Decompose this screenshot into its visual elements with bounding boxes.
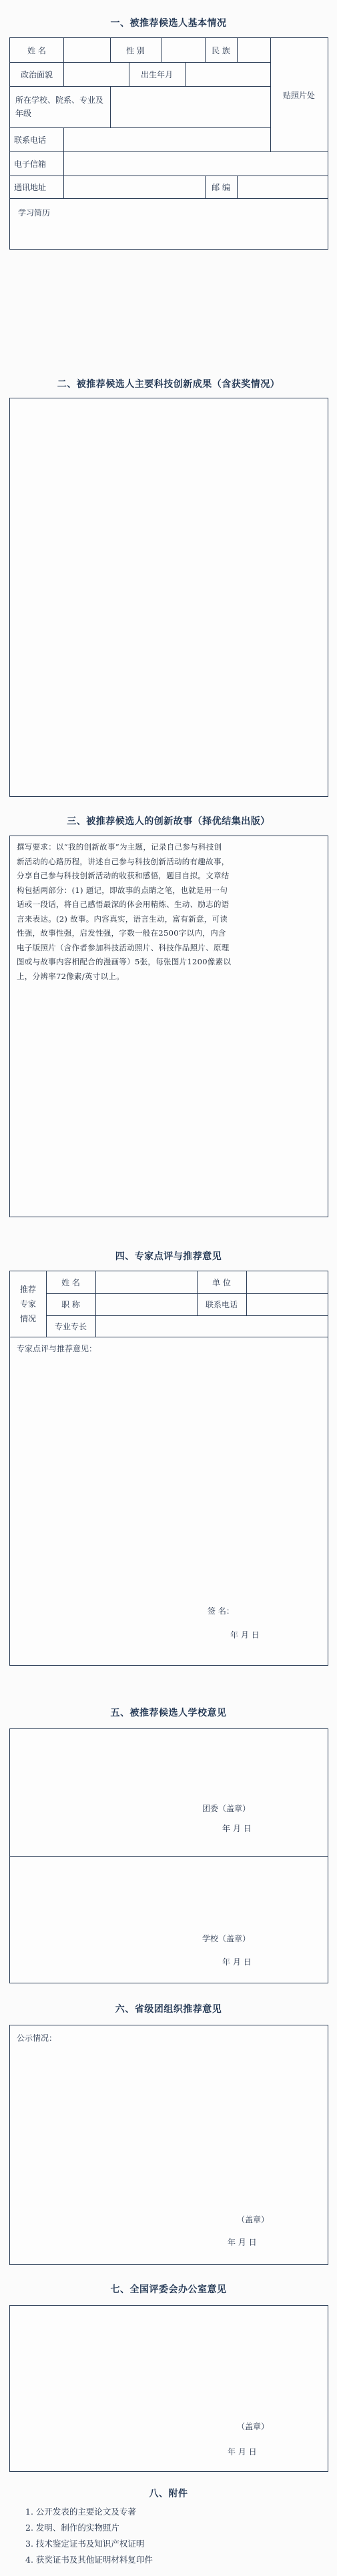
school-field[interactable] — [110, 86, 270, 127]
side-label-line: 专家 — [19, 1299, 36, 1309]
gender-field[interactable] — [161, 38, 205, 62]
school-opinion-field[interactable] — [10, 1856, 328, 1983]
school-seal: 学校（盖章） — [202, 1934, 251, 1943]
league-opinion-field[interactable] — [10, 1729, 328, 1856]
birth-field[interactable] — [185, 62, 270, 86]
section4-title: 四、专家点评与推荐意见 — [115, 1251, 222, 1262]
instruction-line: 图或与故事内容相配合的漫画等）5张，每张图片1200像素以 — [17, 957, 232, 966]
section3-title: 三、被推荐候选人的创新故事（择优结集出版） — [67, 816, 270, 827]
expert-side-label — [10, 1271, 46, 1337]
basic-info-table — [9, 37, 328, 250]
phone-field[interactable] — [63, 127, 270, 151]
instruction-line: 性强，故事性强，启发性强，字数一般在2500字以内，内含 — [17, 928, 226, 938]
provincial-date: 年 月 日 — [228, 2238, 257, 2247]
expert-sign-field[interactable] — [250, 1601, 324, 1620]
instruction-line: 撰写要求：以“我的创新故事”为主题，记录自己参与科技创 — [17, 842, 222, 852]
expert-specialty-label: 专业专长 — [54, 1321, 87, 1331]
section8-title: 八、附件 — [149, 2489, 188, 2499]
expert-comment-label: 专家点评与推荐意见： — [17, 1343, 97, 1353]
instruction-line: 分享自己参与科技创新活动的收获和感悟，题目自拟。文章结 — [17, 871, 230, 880]
expert-phone-label: 联系电话 — [205, 1300, 238, 1309]
committee-opinion-field[interactable] — [9, 2305, 328, 2472]
ethnicity-label: 民 族 — [212, 45, 230, 55]
provincial-opinion-table — [9, 2025, 328, 2265]
expert-name-label: 姓 名 — [61, 1278, 80, 1287]
political-label: 政治面貌 — [20, 69, 53, 79]
expert-unit-label: 单 位 — [212, 1278, 231, 1287]
attachment-item: 4. 获奖证书及其他证明材料复印件 — [25, 2555, 153, 2565]
section6-title: 六、省级团组织推荐意见 — [115, 2004, 222, 2015]
ethnicity-field[interactable] — [237, 38, 270, 62]
expert-title-label: 职 称 — [61, 1300, 80, 1309]
expert-name-field[interactable] — [95, 1271, 197, 1293]
side-label-line: 推荐 — [19, 1285, 36, 1294]
league-date: 年 月 日 — [222, 1824, 252, 1833]
side-label-line: 情况 — [19, 1314, 36, 1323]
instruction-line: 新活动的心路历程，讲述自己参与科技创新活动的有趣故事， — [17, 856, 230, 866]
notice-label: 公示情况： — [17, 2033, 57, 2043]
school-opinion-table — [9, 1728, 328, 1983]
postcode-label: 邮 编 — [212, 182, 230, 192]
provincial-opinion-field[interactable] — [10, 2049, 328, 2263]
resume-field[interactable] — [10, 218, 328, 249]
phone-label: 联系电话 — [14, 135, 47, 145]
section2-title: 二、被推荐候选人主要科技创新成果（含获奖情况） — [57, 379, 280, 390]
political-field[interactable] — [63, 62, 129, 86]
section1-title: 一、被推荐候选人基本情况 — [110, 18, 227, 29]
school-date: 年 月 日 — [222, 1957, 252, 1967]
story-instructions — [17, 840, 322, 984]
address-label: 通讯地址 — [14, 182, 47, 192]
address-field[interactable] — [63, 176, 205, 198]
email-field[interactable] — [63, 151, 328, 176]
attachment-item: 3. 技术鉴定证书及知识产权证明 — [25, 2539, 145, 2549]
name-label: 姓 名 — [27, 45, 46, 55]
attachment-item: 2. 发明、制作的实物照片 — [25, 2523, 119, 2533]
gender-label: 性 别 — [126, 45, 145, 55]
expert-date: 年 月 日 — [230, 1630, 260, 1640]
section5-title: 五、被推荐候选人学校意见 — [110, 1708, 227, 1718]
instruction-line: 话或一段话，将自己感悟最深的体会用精炼、生动、励志的语 — [17, 900, 230, 909]
league-seal: 团委（盖章） — [202, 1804, 251, 1813]
expert-unit-field[interactable] — [246, 1271, 328, 1293]
expert-table — [9, 1271, 328, 1666]
expert-phone-field[interactable] — [246, 1293, 328, 1315]
committee-seal: （盖章） — [237, 2422, 270, 2431]
resume-label: 学习简历 — [18, 208, 51, 218]
committee-date: 年 月 日 — [228, 2447, 257, 2457]
instruction-line: 上，分辨率72像素/英寸以上。 — [17, 971, 125, 981]
achievements-field[interactable] — [9, 398, 328, 797]
expert-comment-field[interactable] — [10, 1359, 328, 1586]
school-label: 所在学校、院系、专业及年级 — [15, 95, 104, 118]
photo-placeholder[interactable]: 贴照片处 — [282, 90, 315, 100]
postcode-field[interactable] — [237, 176, 328, 198]
instruction-line: 电子版照片（含作者参加科技活动照片、科技作品照片、原理 — [17, 942, 230, 952]
expert-specialty-field[interactable] — [95, 1315, 328, 1337]
attachment-item: 1. 公开发表的主要论文及专著 — [25, 2507, 136, 2517]
instruction-line: 言来表达。(2) 故事。内容真实，语言生动，富有新意，可读 — [17, 914, 228, 924]
expert-sign-label: 签 名： — [208, 1606, 234, 1616]
name-field[interactable] — [63, 38, 110, 62]
expert-title-field[interactable] — [95, 1293, 197, 1315]
instruction-line: 构包括两部分：(1) 题记，即故事的点睛之笔，也就是用一句 — [17, 885, 228, 895]
email-label: 电子信箱 — [14, 159, 47, 169]
provincial-seal: （盖章） — [237, 2215, 270, 2224]
story-field[interactable] — [9, 836, 328, 1217]
section7-title: 七、全国评委会办公室意见 — [110, 2284, 227, 2295]
birth-label: 出生年月 — [140, 69, 173, 79]
